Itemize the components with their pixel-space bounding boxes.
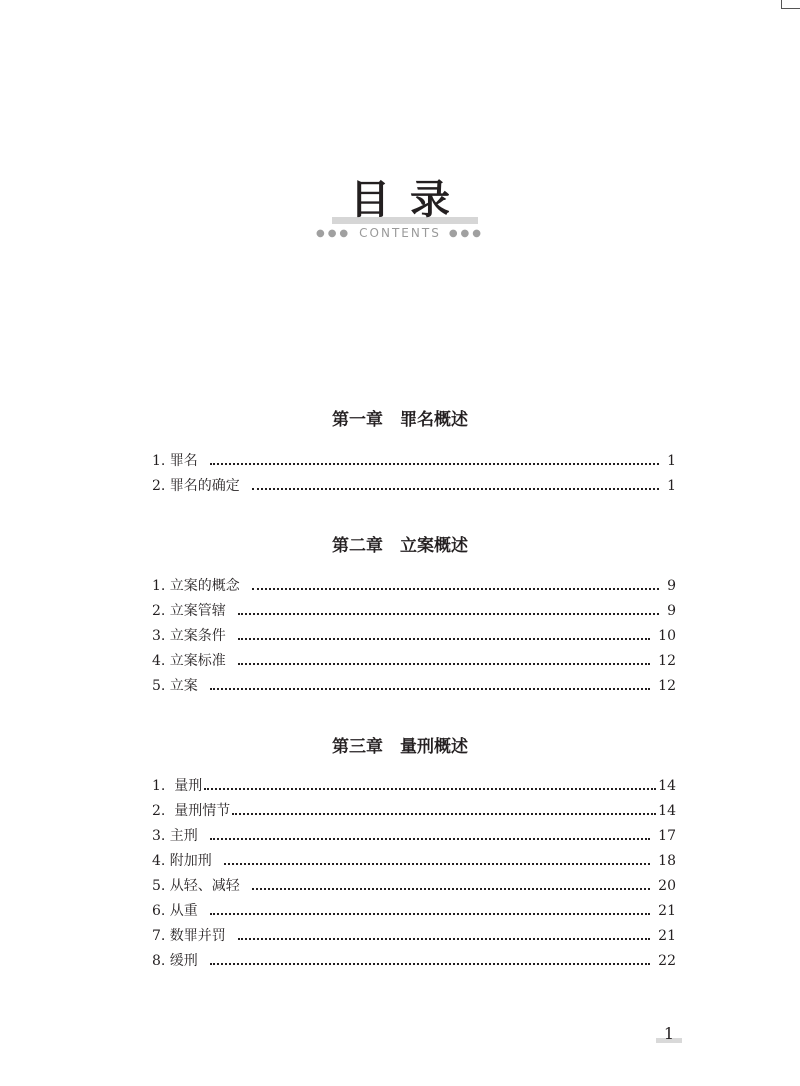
toc-entry[interactable] xyxy=(152,950,676,975)
toc-entry-label: 2. 立案管辖 xyxy=(152,603,226,619)
toc-entry[interactable] xyxy=(152,600,676,625)
dot-leader xyxy=(232,813,656,815)
page-title-text: 目录 xyxy=(350,177,470,223)
toc-entry-label: 4. 附加刑 xyxy=(152,853,212,869)
toc-entry-page: 17 xyxy=(658,828,676,844)
dot-leader xyxy=(210,688,650,690)
toc-entry[interactable] xyxy=(152,900,676,925)
toc-entry-page: 20 xyxy=(658,878,676,894)
dot-leader xyxy=(204,788,656,790)
toc-entry[interactable] xyxy=(152,850,676,875)
toc-entry-page: 21 xyxy=(658,903,676,919)
dot-leader xyxy=(210,963,650,965)
toc-entry-page: 9 xyxy=(667,578,676,594)
toc-header xyxy=(0,176,800,240)
dot-leader xyxy=(210,913,650,915)
toc-entry-label: 1. 立案的概念 xyxy=(152,578,240,594)
toc-entry[interactable] xyxy=(152,925,676,950)
page-number: 1 xyxy=(663,1024,675,1043)
toc-entry-page: 21 xyxy=(658,928,676,944)
toc-entry-page: 12 xyxy=(658,678,676,694)
toc-entry-label: 3. 立案条件 xyxy=(152,628,226,644)
toc-entry-label: 4. 立案标准 xyxy=(152,653,226,669)
toc-entry-page: 14 xyxy=(658,778,676,794)
toc-list-chapter-3 xyxy=(152,775,676,975)
chapter-heading-3: 第三章 量刑概述 xyxy=(332,737,468,757)
chapter-heading-2: 第二章 立案概述 xyxy=(332,536,468,556)
crop-mark xyxy=(781,0,800,9)
dots-left-icon: ●●● xyxy=(315,227,352,239)
page-subtitle xyxy=(0,226,800,240)
toc-entry-page: 18 xyxy=(658,853,676,869)
toc-entry-page: 14 xyxy=(658,803,676,819)
toc-entry[interactable] xyxy=(152,675,676,700)
dots-right-icon: ●●● xyxy=(448,227,484,239)
dot-leader xyxy=(252,488,659,490)
toc-entry-page: 10 xyxy=(658,628,676,644)
dot-leader xyxy=(238,938,650,940)
page-title xyxy=(330,176,470,224)
dot-leader xyxy=(238,638,650,640)
toc-entry-label: 5. 从轻、减轻 xyxy=(152,878,240,894)
dot-leader xyxy=(238,663,650,665)
toc-entry[interactable] xyxy=(152,625,676,650)
toc-list-chapter-2 xyxy=(152,575,676,700)
toc-entry-page: 1 xyxy=(667,478,676,494)
toc-entry-page: 1 xyxy=(667,453,676,469)
dot-leader xyxy=(252,588,659,590)
dot-leader xyxy=(210,838,650,840)
toc-entry[interactable] xyxy=(152,875,676,900)
toc-entry-label: 5. 立案 xyxy=(152,678,198,694)
toc-entry[interactable] xyxy=(152,650,676,675)
toc-entry-label: 2. 量刑情节 xyxy=(152,803,231,819)
toc-entry-page: 9 xyxy=(667,603,676,619)
toc-entry-page: 12 xyxy=(658,653,676,669)
dot-leader xyxy=(210,463,659,465)
chapter-heading-1: 第一章 罪名概述 xyxy=(332,410,468,430)
toc-entry-label: 6. 从重 xyxy=(152,903,198,919)
toc-entry[interactable] xyxy=(152,825,676,850)
page-subtitle-text: CONTENTS xyxy=(359,226,441,240)
dot-leader xyxy=(238,613,659,615)
toc-entry[interactable] xyxy=(152,450,676,475)
toc-entry-label: 1. 罪名 xyxy=(152,453,198,469)
toc-entry-label: 3. 主刑 xyxy=(152,828,198,844)
toc-entry-page: 22 xyxy=(658,953,676,969)
toc-entry-label: 7. 数罪并罚 xyxy=(152,928,226,944)
toc-entry-label: 2. 罪名的确定 xyxy=(152,478,240,494)
toc-entry[interactable] xyxy=(152,575,676,600)
toc-entry[interactable] xyxy=(152,775,676,800)
toc-list-chapter-1 xyxy=(152,450,676,500)
toc-entry[interactable] xyxy=(152,475,676,500)
toc-entry-label: 8. 缓刑 xyxy=(152,953,198,969)
toc-entry[interactable] xyxy=(152,800,676,825)
dot-leader xyxy=(252,888,650,890)
toc-entry-label: 1. 量刑 xyxy=(152,778,203,794)
dot-leader xyxy=(224,863,650,865)
